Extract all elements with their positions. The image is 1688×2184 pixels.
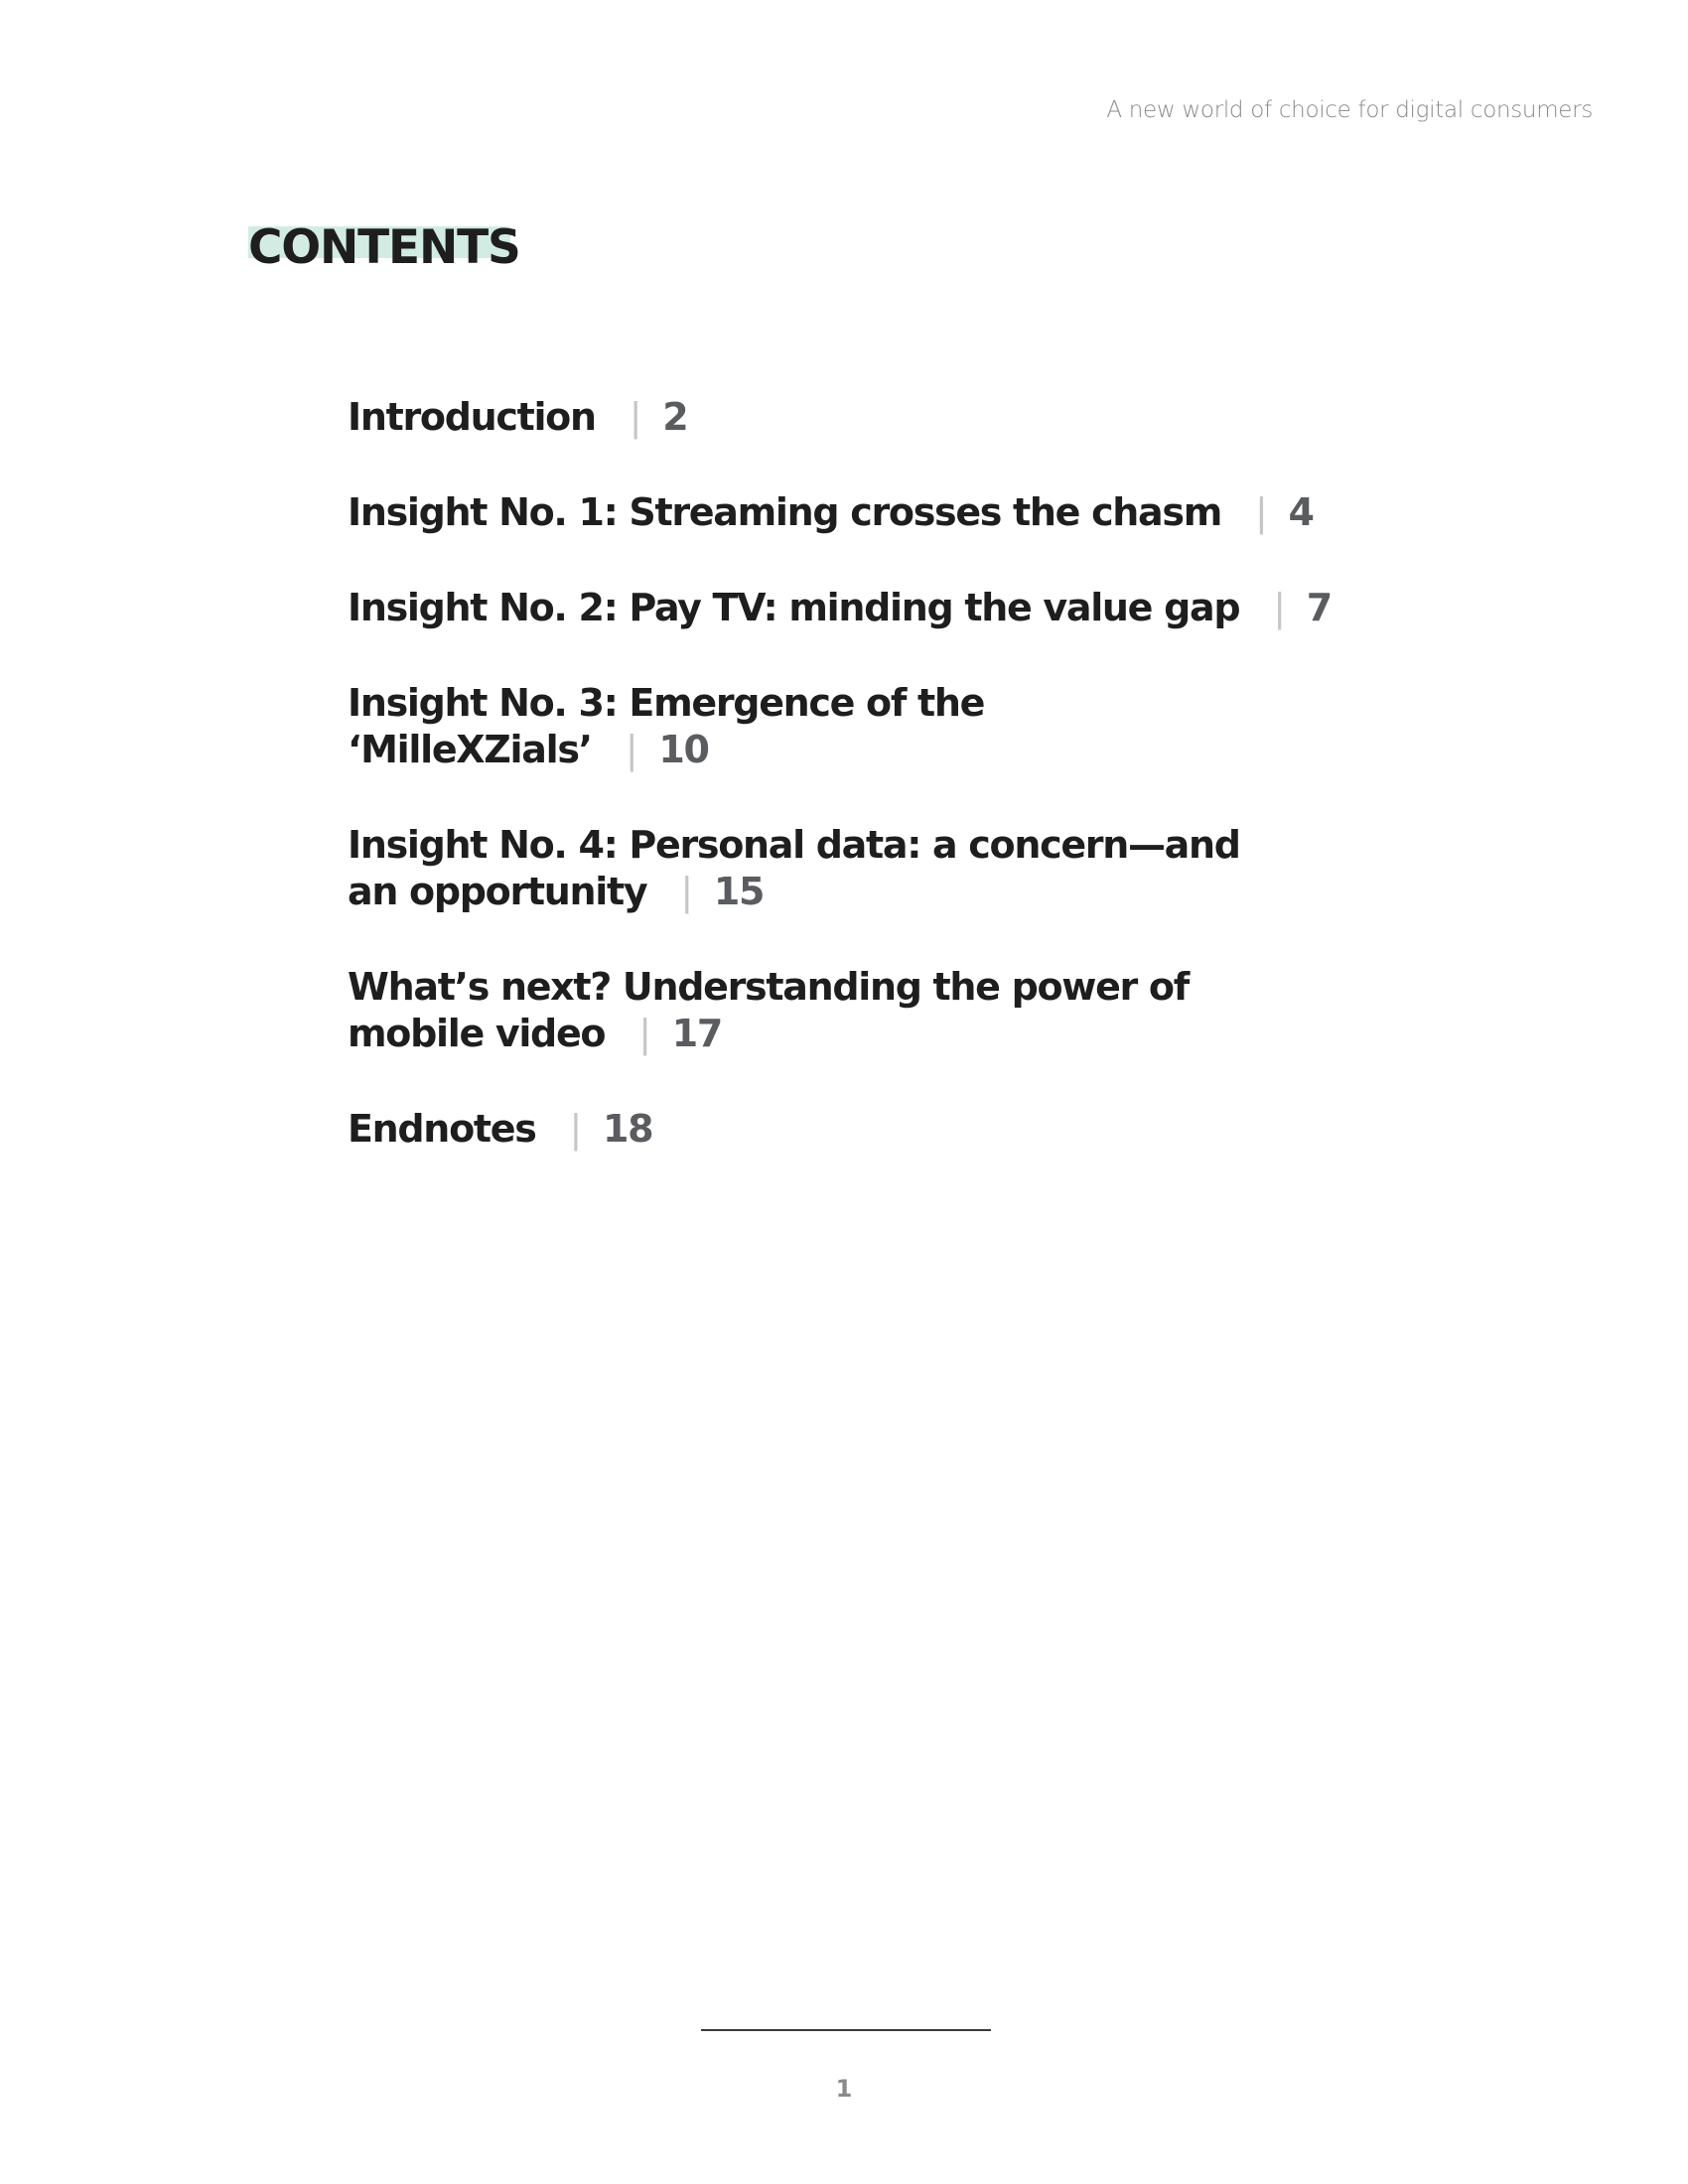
footer-rule [701, 2029, 991, 2031]
toc-entry-whats-next[interactable] [348, 964, 1301, 1057]
contents-heading-block [248, 220, 520, 275]
toc-page-number: 15 [713, 870, 765, 913]
toc-entry-endnotes[interactable] [348, 1106, 1340, 1153]
toc-separator: | [629, 395, 641, 439]
toc-separator: | [1255, 490, 1267, 534]
toc-entry-title: Introduction [348, 395, 596, 439]
toc-separator: | [625, 728, 637, 771]
toc-separator: | [569, 1107, 582, 1151]
footer-page-number: 1 [835, 2075, 853, 2103]
toc-page-number: 2 [662, 395, 688, 439]
toc-entry-introduction[interactable] [348, 394, 1340, 441]
toc-entry-title: Insight No. 1: Streaming crosses the chasm [348, 490, 1222, 534]
running-header: A new world of choice for digital consumers [1106, 97, 1593, 123]
toc-entry-title: Insight No. 3: Emergence of the ‘MilleXZials’ [348, 681, 985, 771]
toc-entry-insight-4[interactable] [348, 822, 1301, 915]
toc-separator: | [1273, 586, 1285, 629]
page-title: CONTENTS [248, 220, 520, 275]
toc-entry-insight-1[interactable] [348, 489, 1340, 536]
toc-entry-insight-3[interactable] [348, 680, 1340, 773]
toc-page-number: 4 [1288, 490, 1314, 534]
toc-entry-insight-2[interactable] [348, 585, 1340, 631]
table-of-contents [348, 394, 1340, 1201]
toc-entry-title: Insight No. 4: Personal data: a concern—and an opportunity [348, 823, 1240, 913]
toc-page-number: 18 [603, 1107, 653, 1151]
toc-separator: | [638, 1012, 650, 1055]
toc-entry-title: Endnotes [348, 1107, 536, 1151]
toc-separator: | [680, 870, 692, 913]
toc-page-number: 10 [658, 728, 709, 771]
toc-entry-title: Insight No. 2: Pay TV: minding the value gap [348, 586, 1240, 629]
toc-entry-title: What’s next? Understanding the power of mobile video [348, 965, 1189, 1055]
toc-page-number: 17 [671, 1012, 723, 1055]
toc-page-number: 7 [1306, 586, 1332, 629]
